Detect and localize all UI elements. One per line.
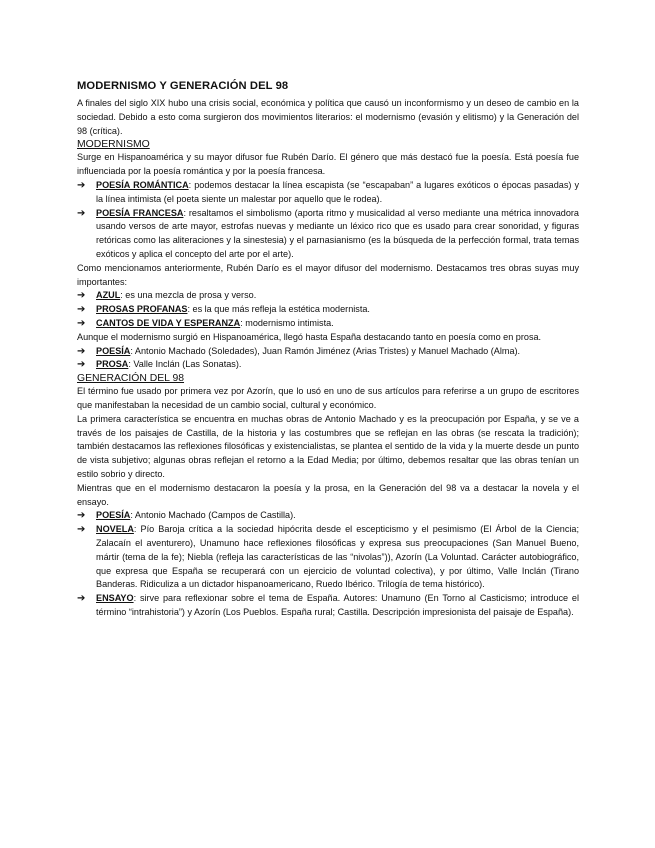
intro-paragraph: A finales del siglo XIX hubo una crisis social, económica y política que causó un inconformismo y un deseo de cambio en la sociedad. Debido a esto coma surgieron dos movimientos literarios: el modernismo (evasión y elitismo) y la Generación del 98 (crítica).	[77, 98, 579, 136]
generacion-paragraph-3: Mientras que en el modernismo destacaron la poesía y la prosa, en la Generación del 98 va a destacar la novela y el ensayo.	[77, 482, 579, 507]
item-label: AZUL	[96, 290, 121, 301]
list-item	[77, 179, 579, 207]
list-item	[77, 207, 579, 262]
item-text: : resaltamos el simbolismo (aporta ritmo y musicalidad al verso mediante una métrica innovadora usando versos de arte mayor, estrofas nuevas y mediante un léxico rico que es usado para crear sonoridad, y figuras retóricas como las aliteraciones y la sinestesia) y el parnasianismo (es la búsqueda de la perfección formal, trata temas exóticos y aplica el concepto del arte por el arte).	[96, 207, 579, 259]
item-label: POESÍA ROMÁNTICA	[96, 179, 189, 190]
modernismo-paragraph-3: Aunque el modernismo surgió en Hispanoamérica, llegó hasta España destacando tanto en poesía como en prosa.	[77, 331, 542, 342]
modernismo-paragraph-2: Como mencionamos anteriormente, Rubén Darío es el mayor difusor del modernismo. Destacamos tres obras suyas muy importantes:	[77, 262, 579, 287]
item-label: POESÍA	[96, 510, 131, 521]
generacion-paragraph-2: La primera característica se encuentra en muchas obras de Antonio Machado y es la preocupación por España, y se ve a través de los paisajes de Castilla, de la historia y las costumbres que se reflejan en las obras (se rescata la tradición); también destacamos las reflexiones filosóficas y existencialistas, se plantea el sentido de la vida y la muerte desde un punto de vista subjetivo; algunas obras reflejan el retorno a la Edad Media; por último, debemos resaltar que las obras tenían un estilo sobrio y directo.	[77, 413, 579, 479]
list-item	[77, 317, 579, 331]
generacion-paragraph-1: El término fue usado por primera vez por Azorín, que lo usó en uno de sus artículos para referirse a un grupo de escritores que manifestaban la necesidad de un cambio social, cultural y económico.	[77, 386, 579, 410]
item-label: ENSAYO	[96, 593, 134, 604]
list-item	[77, 345, 579, 359]
list-item	[77, 523, 579, 592]
item-text: : es la que más refleja la estética modernista.	[187, 304, 370, 315]
arrow-icon: ➔	[77, 359, 86, 371]
arrow-icon: ➔	[77, 345, 86, 357]
section-heading-modernismo: MODERNISMO	[77, 139, 150, 151]
item-text: : Valle Inclán (Las Sonatas).	[128, 359, 242, 370]
item-text: : Pío Baroja crítica a la sociedad hipócrita desde el escepticismo y el pesimismo (El Árbol de la Ciencia; Zalacaín el aventurero), Unamuno hace reflexiones filosóficas y expresa sus preocupaciones (San Manuel Bueno, mártir (tema de la fe); Niebla (refleja las características de las “nivolas”)), Azorín (La Voluntad. Carácter autobiográfico, que expresa que España se recuperará con un ejercicio de voluntad colectiva), y por último, Valle Inclán (Tirano Banderas. Ridiculiza a un dictador hispanoamericano, Ruedo Ibérico. Trilogía de tema histórico).	[96, 524, 579, 590]
arrow-icon: ➔	[77, 317, 86, 329]
item-text: : sirve para reflexionar sobre el tema de España. Autores: Unamuno (En Torno al Casticismo; introduce el término “intrahistoria”) y Azorín (Los Pueblos. España rural; Castilla. Descripción impresionista del paisaje de España).	[96, 593, 579, 617]
item-label: CANTOS DE VIDA Y ESPERANZA	[96, 317, 241, 328]
item-text: : es una mezcla de prosa y verso.	[120, 290, 257, 301]
list-item	[77, 303, 579, 317]
item-label: POESÍA FRANCESA	[96, 207, 184, 218]
item-text: : Antonio Machado (Soledades), Juan Ramón Jiménez (Arias Tristes) y Manuel Machado (Alma).	[130, 345, 521, 356]
arrow-icon: ➔	[77, 207, 86, 219]
list-item	[77, 509, 579, 523]
arrow-icon: ➔	[77, 290, 86, 302]
item-label: PROSAS PROFANAS	[96, 304, 188, 315]
arrow-icon: ➔	[77, 593, 86, 605]
item-text: : Antonio Machado (Campos de Castilla).	[130, 510, 296, 521]
list-item	[77, 358, 579, 372]
document-title: MODERNISMO Y GENERACIÓN DEL 98	[77, 80, 289, 92]
arrow-icon: ➔	[77, 510, 86, 522]
arrow-icon: ➔	[77, 524, 86, 536]
modernismo-paragraph-1: Surge en Hispanoamérica y su mayor difusor fue Rubén Darío. El género que más destacó fue la poesía. Está poesía fue influenciada por la poesía romántica y por la poesía francesa.	[77, 152, 579, 177]
arrow-icon: ➔	[77, 179, 86, 191]
item-label: POESÍA	[96, 345, 131, 356]
list-item	[77, 592, 579, 620]
document-page	[77, 79, 579, 620]
arrow-icon: ➔	[77, 304, 86, 316]
item-label: PROSA	[96, 359, 129, 370]
item-text: : podemos destacar la línea escapista (se “escapaban” a lugares exóticos o épocas pasadas) y la línea intimista (el poeta siente un malestar por aquello que le rodea).	[96, 179, 579, 204]
list-item	[77, 289, 579, 303]
section-heading-generacion: GENERACIÓN DEL 98	[77, 373, 185, 385]
item-text: : modernismo intimista.	[240, 317, 334, 328]
item-label: NOVELA	[96, 524, 134, 535]
